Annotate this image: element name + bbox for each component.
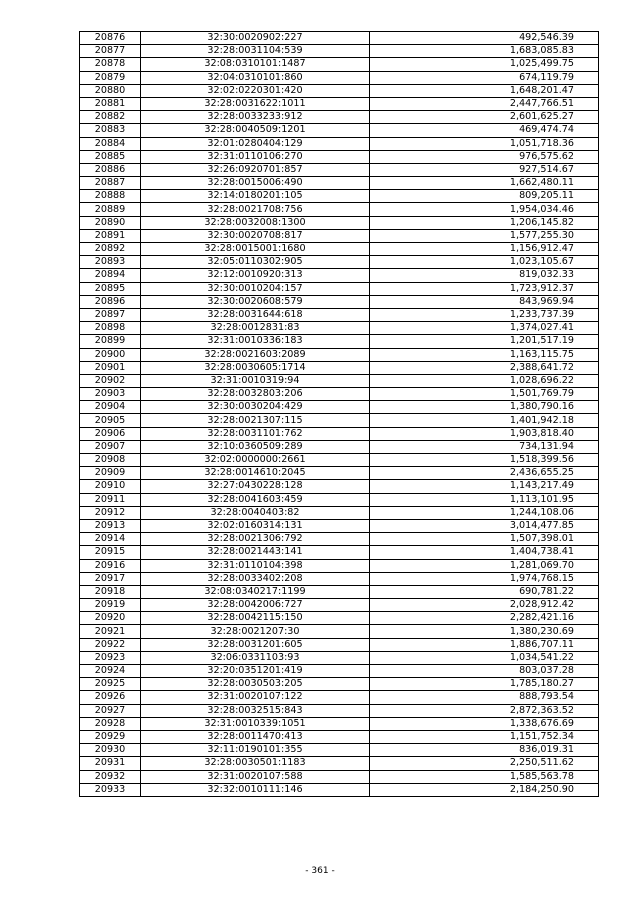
table-row <box>80 546 599 559</box>
cadastral-number-cell: 32:28:0041603:459 <box>141 493 370 506</box>
row-number-cell: 20888 <box>80 190 141 203</box>
cadastral-number-cell: 32:28:0032515:843 <box>141 704 370 717</box>
row-number-cell: 20933 <box>80 783 141 796</box>
row-number-cell: 20890 <box>80 216 141 229</box>
cadastral-number-cell: 32:28:0015001:1680 <box>141 243 370 256</box>
row-number-cell: 20928 <box>80 717 141 730</box>
amount-cell: 1,374,027.41 <box>370 322 599 335</box>
amount-cell: 1,380,790.16 <box>370 401 599 414</box>
row-number-cell: 20899 <box>80 335 141 348</box>
table-row <box>80 322 599 335</box>
row-number-cell: 20911 <box>80 493 141 506</box>
row-number-cell: 20896 <box>80 295 141 308</box>
amount-cell: 1,201,517.19 <box>370 335 599 348</box>
amount-cell: 843,969.94 <box>370 295 599 308</box>
table-row <box>80 757 599 770</box>
amount-cell: 2,184,250.90 <box>370 783 599 796</box>
cadastral-number-cell: 32:28:0031104:539 <box>141 45 370 58</box>
table-row <box>80 559 599 572</box>
table-row <box>80 678 599 691</box>
row-number-cell: 20880 <box>80 84 141 97</box>
amount-cell: 1,028,696.22 <box>370 374 599 387</box>
row-number-cell: 20931 <box>80 757 141 770</box>
row-number-cell: 20882 <box>80 111 141 124</box>
cadastral-number-cell: 32:28:0032008:1300 <box>141 216 370 229</box>
table-row <box>80 665 599 678</box>
cadastral-number-cell: 32:28:0040403:82 <box>141 506 370 519</box>
cadastral-number-cell: 32:28:0021307:115 <box>141 414 370 427</box>
row-number-cell: 20918 <box>80 585 141 598</box>
amount-cell: 1,025,499.75 <box>370 58 599 71</box>
cadastral-number-cell: 32:28:0021603:2089 <box>141 348 370 361</box>
row-number-cell: 20906 <box>80 427 141 440</box>
amount-cell: 2,282,421.16 <box>370 612 599 625</box>
table-row <box>80 150 599 163</box>
row-number-cell: 20932 <box>80 770 141 783</box>
cadastral-number-cell: 32:20:0351201:419 <box>141 665 370 678</box>
cadastral-number-cell: 32:28:0011470:413 <box>141 730 370 743</box>
cadastral-number-cell: 32:11:0190101:355 <box>141 744 370 757</box>
amount-cell: 836,019.31 <box>370 744 599 757</box>
table-row <box>80 71 599 84</box>
amount-cell: 2,250,511.62 <box>370 757 599 770</box>
row-number-cell: 20877 <box>80 45 141 58</box>
amount-cell: 690,781.22 <box>370 585 599 598</box>
cadastral-number-cell: 32:27:0430228:128 <box>141 480 370 493</box>
table-row <box>80 190 599 203</box>
amount-cell: 976,575.62 <box>370 150 599 163</box>
amount-cell: 1,974,768.15 <box>370 572 599 585</box>
row-number-cell: 20919 <box>80 599 141 612</box>
row-number-cell: 20902 <box>80 374 141 387</box>
cadastral-number-cell: 32:26:0920701:857 <box>141 163 370 176</box>
row-number-cell: 20879 <box>80 71 141 84</box>
cadastral-number-cell: 32:05:0110302:905 <box>141 256 370 269</box>
row-number-cell: 20897 <box>80 308 141 321</box>
table-row <box>80 612 599 625</box>
amount-cell: 803,037.28 <box>370 665 599 678</box>
table-row <box>80 691 599 704</box>
amount-cell: 1,518,399.56 <box>370 454 599 467</box>
cadastral-number-cell: 32:31:0010319:94 <box>141 374 370 387</box>
table-body <box>80 32 599 797</box>
row-number-cell: 20885 <box>80 150 141 163</box>
amount-cell: 1,723,912.37 <box>370 282 599 295</box>
cadastral-number-cell: 32:14:0180201:105 <box>141 190 370 203</box>
cadastral-number-cell: 32:12:0010920:313 <box>141 269 370 282</box>
row-number-cell: 20929 <box>80 730 141 743</box>
table-row <box>80 243 599 256</box>
table-row <box>80 519 599 532</box>
table-row <box>80 335 599 348</box>
cadastral-number-cell: 32:08:0340217:1199 <box>141 585 370 598</box>
row-number-cell: 20878 <box>80 58 141 71</box>
table-row <box>80 124 599 137</box>
table-row <box>80 770 599 783</box>
row-number-cell: 20924 <box>80 665 141 678</box>
table-row <box>80 216 599 229</box>
table-row <box>80 256 599 269</box>
row-number-cell: 20917 <box>80 572 141 585</box>
data-table <box>79 31 599 797</box>
cadastral-number-cell: 32:28:0021207:30 <box>141 625 370 638</box>
row-number-cell: 20927 <box>80 704 141 717</box>
cadastral-number-cell: 32:28:0021306:792 <box>141 533 370 546</box>
amount-cell: 1,501,769.79 <box>370 388 599 401</box>
amount-cell: 1,051,718.36 <box>370 137 599 150</box>
table-row <box>80 717 599 730</box>
cadastral-number-cell: 32:32:0010111:146 <box>141 783 370 796</box>
amount-cell: 492,546.39 <box>370 32 599 45</box>
amount-cell: 1,886,707.11 <box>370 638 599 651</box>
cadastral-number-cell: 32:30:0020708:817 <box>141 229 370 242</box>
table-row <box>80 32 599 45</box>
cadastral-number-cell: 32:08:0310101:1487 <box>141 58 370 71</box>
row-number-cell: 20909 <box>80 467 141 480</box>
amount-cell: 1,648,201.47 <box>370 84 599 97</box>
cadastral-number-cell: 32:31:0110106:270 <box>141 150 370 163</box>
cadastral-number-cell: 32:28:0031644:618 <box>141 308 370 321</box>
row-number-cell: 20905 <box>80 414 141 427</box>
cadastral-number-cell: 32:02:0220301:420 <box>141 84 370 97</box>
table-row <box>80 454 599 467</box>
row-number-cell: 20898 <box>80 322 141 335</box>
table-row <box>80 229 599 242</box>
amount-cell: 1,163,115.75 <box>370 348 599 361</box>
row-number-cell: 20920 <box>80 612 141 625</box>
row-number-cell: 20914 <box>80 533 141 546</box>
cadastral-number-cell: 32:28:0040509:1201 <box>141 124 370 137</box>
row-number-cell: 20913 <box>80 519 141 532</box>
row-number-cell: 20891 <box>80 229 141 242</box>
amount-cell: 809,205.11 <box>370 190 599 203</box>
row-number-cell: 20925 <box>80 678 141 691</box>
row-number-cell: 20876 <box>80 32 141 45</box>
amount-cell: 1,151,752.34 <box>370 730 599 743</box>
table-row <box>80 533 599 546</box>
amount-cell: 1,156,912.47 <box>370 243 599 256</box>
cadastral-number-cell: 32:06:0331103:93 <box>141 651 370 664</box>
cadastral-number-cell: 32:28:0030605:1714 <box>141 361 370 374</box>
table-row <box>80 361 599 374</box>
cadastral-number-cell: 32:28:0021708:756 <box>141 203 370 216</box>
table-row <box>80 388 599 401</box>
cadastral-number-cell: 32:31:0010339:1051 <box>141 717 370 730</box>
row-number-cell: 20916 <box>80 559 141 572</box>
amount-cell: 1,338,676.69 <box>370 717 599 730</box>
row-number-cell: 20926 <box>80 691 141 704</box>
amount-cell: 888,793.54 <box>370 691 599 704</box>
amount-cell: 3,014,477.85 <box>370 519 599 532</box>
cadastral-number-cell: 32:28:0031101:762 <box>141 427 370 440</box>
amount-cell: 1,244,108.06 <box>370 506 599 519</box>
table-row <box>80 572 599 585</box>
row-number-cell: 20903 <box>80 388 141 401</box>
table-row <box>80 638 599 651</box>
table-row <box>80 730 599 743</box>
row-number-cell: 20881 <box>80 97 141 110</box>
amount-cell: 1,585,563.78 <box>370 770 599 783</box>
cadastral-number-cell: 32:04:0310101:860 <box>141 71 370 84</box>
cadastral-number-cell: 32:31:0010336:183 <box>141 335 370 348</box>
row-number-cell: 20922 <box>80 638 141 651</box>
table-row <box>80 440 599 453</box>
table-row <box>80 704 599 717</box>
amount-cell: 1,903,818.40 <box>370 427 599 440</box>
cadastral-number-cell: 32:28:0014610:2045 <box>141 467 370 480</box>
table-row <box>80 480 599 493</box>
page-number: - 361 - <box>305 866 335 876</box>
table-row <box>80 651 599 664</box>
table-row <box>80 401 599 414</box>
row-number-cell: 20908 <box>80 454 141 467</box>
table-row <box>80 506 599 519</box>
row-number-cell: 20894 <box>80 269 141 282</box>
table-row <box>80 585 599 598</box>
table-row <box>80 137 599 150</box>
cadastral-number-cell: 32:28:0021443:141 <box>141 546 370 559</box>
table-row <box>80 414 599 427</box>
amount-cell: 2,447,766.51 <box>370 97 599 110</box>
table-row <box>80 269 599 282</box>
row-number-cell: 20901 <box>80 361 141 374</box>
row-number-cell: 20892 <box>80 243 141 256</box>
amount-cell: 819,032.33 <box>370 269 599 282</box>
row-number-cell: 20886 <box>80 163 141 176</box>
cadastral-number-cell: 32:28:0030503:205 <box>141 678 370 691</box>
row-number-cell: 20889 <box>80 203 141 216</box>
amount-cell: 1,404,738.41 <box>370 546 599 559</box>
row-number-cell: 20915 <box>80 546 141 559</box>
cadastral-number-cell: 32:30:0020902:227 <box>141 32 370 45</box>
table-row <box>80 493 599 506</box>
row-number-cell: 20921 <box>80 625 141 638</box>
cadastral-number-cell: 32:30:0030204:429 <box>141 401 370 414</box>
table-row <box>80 625 599 638</box>
row-number-cell: 20884 <box>80 137 141 150</box>
row-number-cell: 20907 <box>80 440 141 453</box>
amount-cell: 1,785,180.27 <box>370 678 599 691</box>
amount-cell: 2,028,912.42 <box>370 599 599 612</box>
row-number-cell: 20930 <box>80 744 141 757</box>
row-number-cell: 20883 <box>80 124 141 137</box>
amount-cell: 1,281,069.70 <box>370 559 599 572</box>
amount-cell: 1,023,105.67 <box>370 256 599 269</box>
amount-cell: 1,662,480.11 <box>370 177 599 190</box>
row-number-cell: 20910 <box>80 480 141 493</box>
table-row <box>80 45 599 58</box>
table-row <box>80 295 599 308</box>
amount-cell: 1,507,398.01 <box>370 533 599 546</box>
table-row <box>80 177 599 190</box>
cadastral-number-cell: 32:30:0020608:579 <box>141 295 370 308</box>
amount-cell: 1,401,942.18 <box>370 414 599 427</box>
row-number-cell: 20900 <box>80 348 141 361</box>
cadastral-number-cell: 32:30:0010204:157 <box>141 282 370 295</box>
cadastral-number-cell: 32:31:0020107:588 <box>141 770 370 783</box>
amount-cell: 927,514.67 <box>370 163 599 176</box>
cadastral-number-cell: 32:28:0042115:150 <box>141 612 370 625</box>
cadastral-number-cell: 32:28:0033402:208 <box>141 572 370 585</box>
cadastral-number-cell: 32:02:0160314:131 <box>141 519 370 532</box>
amount-cell: 1,233,737.39 <box>370 308 599 321</box>
table-row <box>80 599 599 612</box>
cadastral-number-cell: 32:31:0110104:398 <box>141 559 370 572</box>
cadastral-number-cell: 32:28:0042006:727 <box>141 599 370 612</box>
table-row <box>80 783 599 796</box>
table-row <box>80 58 599 71</box>
table-row <box>80 348 599 361</box>
cadastral-number-cell: 32:02:0000000:2661 <box>141 454 370 467</box>
table-row <box>80 308 599 321</box>
amount-cell: 2,388,641.72 <box>370 361 599 374</box>
cadastral-number-cell: 32:28:0031622:1011 <box>141 97 370 110</box>
table-row <box>80 203 599 216</box>
table-row <box>80 111 599 124</box>
table-row <box>80 97 599 110</box>
amount-cell: 1,380,230.69 <box>370 625 599 638</box>
table-row <box>80 744 599 757</box>
amount-cell: 2,601,625.27 <box>370 111 599 124</box>
cadastral-number-cell: 32:28:0012831:83 <box>141 322 370 335</box>
amount-cell: 1,113,101.95 <box>370 493 599 506</box>
amount-cell: 1,683,085.83 <box>370 45 599 58</box>
row-number-cell: 20893 <box>80 256 141 269</box>
cadastral-number-cell: 32:31:0020107:122 <box>141 691 370 704</box>
row-number-cell: 20895 <box>80 282 141 295</box>
table-row <box>80 467 599 480</box>
cadastral-number-cell: 32:01:0280404:129 <box>141 137 370 150</box>
table-row <box>80 84 599 97</box>
amount-cell: 2,436,655.25 <box>370 467 599 480</box>
cadastral-number-cell: 32:28:0033233:912 <box>141 111 370 124</box>
cadastral-number-cell: 32:28:0031201:605 <box>141 638 370 651</box>
row-number-cell: 20887 <box>80 177 141 190</box>
table-row <box>80 282 599 295</box>
cadastral-number-cell: 32:28:0032803:206 <box>141 388 370 401</box>
amount-cell: 1,577,255.30 <box>370 229 599 242</box>
amount-cell: 734,131.94 <box>370 440 599 453</box>
amount-cell: 469,474.74 <box>370 124 599 137</box>
amount-cell: 1,034,541.22 <box>370 651 599 664</box>
amount-cell: 1,954,034.46 <box>370 203 599 216</box>
table-row <box>80 374 599 387</box>
amount-cell: 2,872,363.52 <box>370 704 599 717</box>
amount-cell: 1,143,217.49 <box>370 480 599 493</box>
table-row <box>80 163 599 176</box>
row-number-cell: 20912 <box>80 506 141 519</box>
table-row <box>80 427 599 440</box>
amount-cell: 674,119.79 <box>370 71 599 84</box>
row-number-cell: 20904 <box>80 401 141 414</box>
cadastral-number-cell: 32:28:0015006:490 <box>141 177 370 190</box>
amount-cell: 1,206,145.82 <box>370 216 599 229</box>
cadastral-number-cell: 32:28:0030501:1183 <box>141 757 370 770</box>
cadastral-number-cell: 32:10:0360509:289 <box>141 440 370 453</box>
row-number-cell: 20923 <box>80 651 141 664</box>
